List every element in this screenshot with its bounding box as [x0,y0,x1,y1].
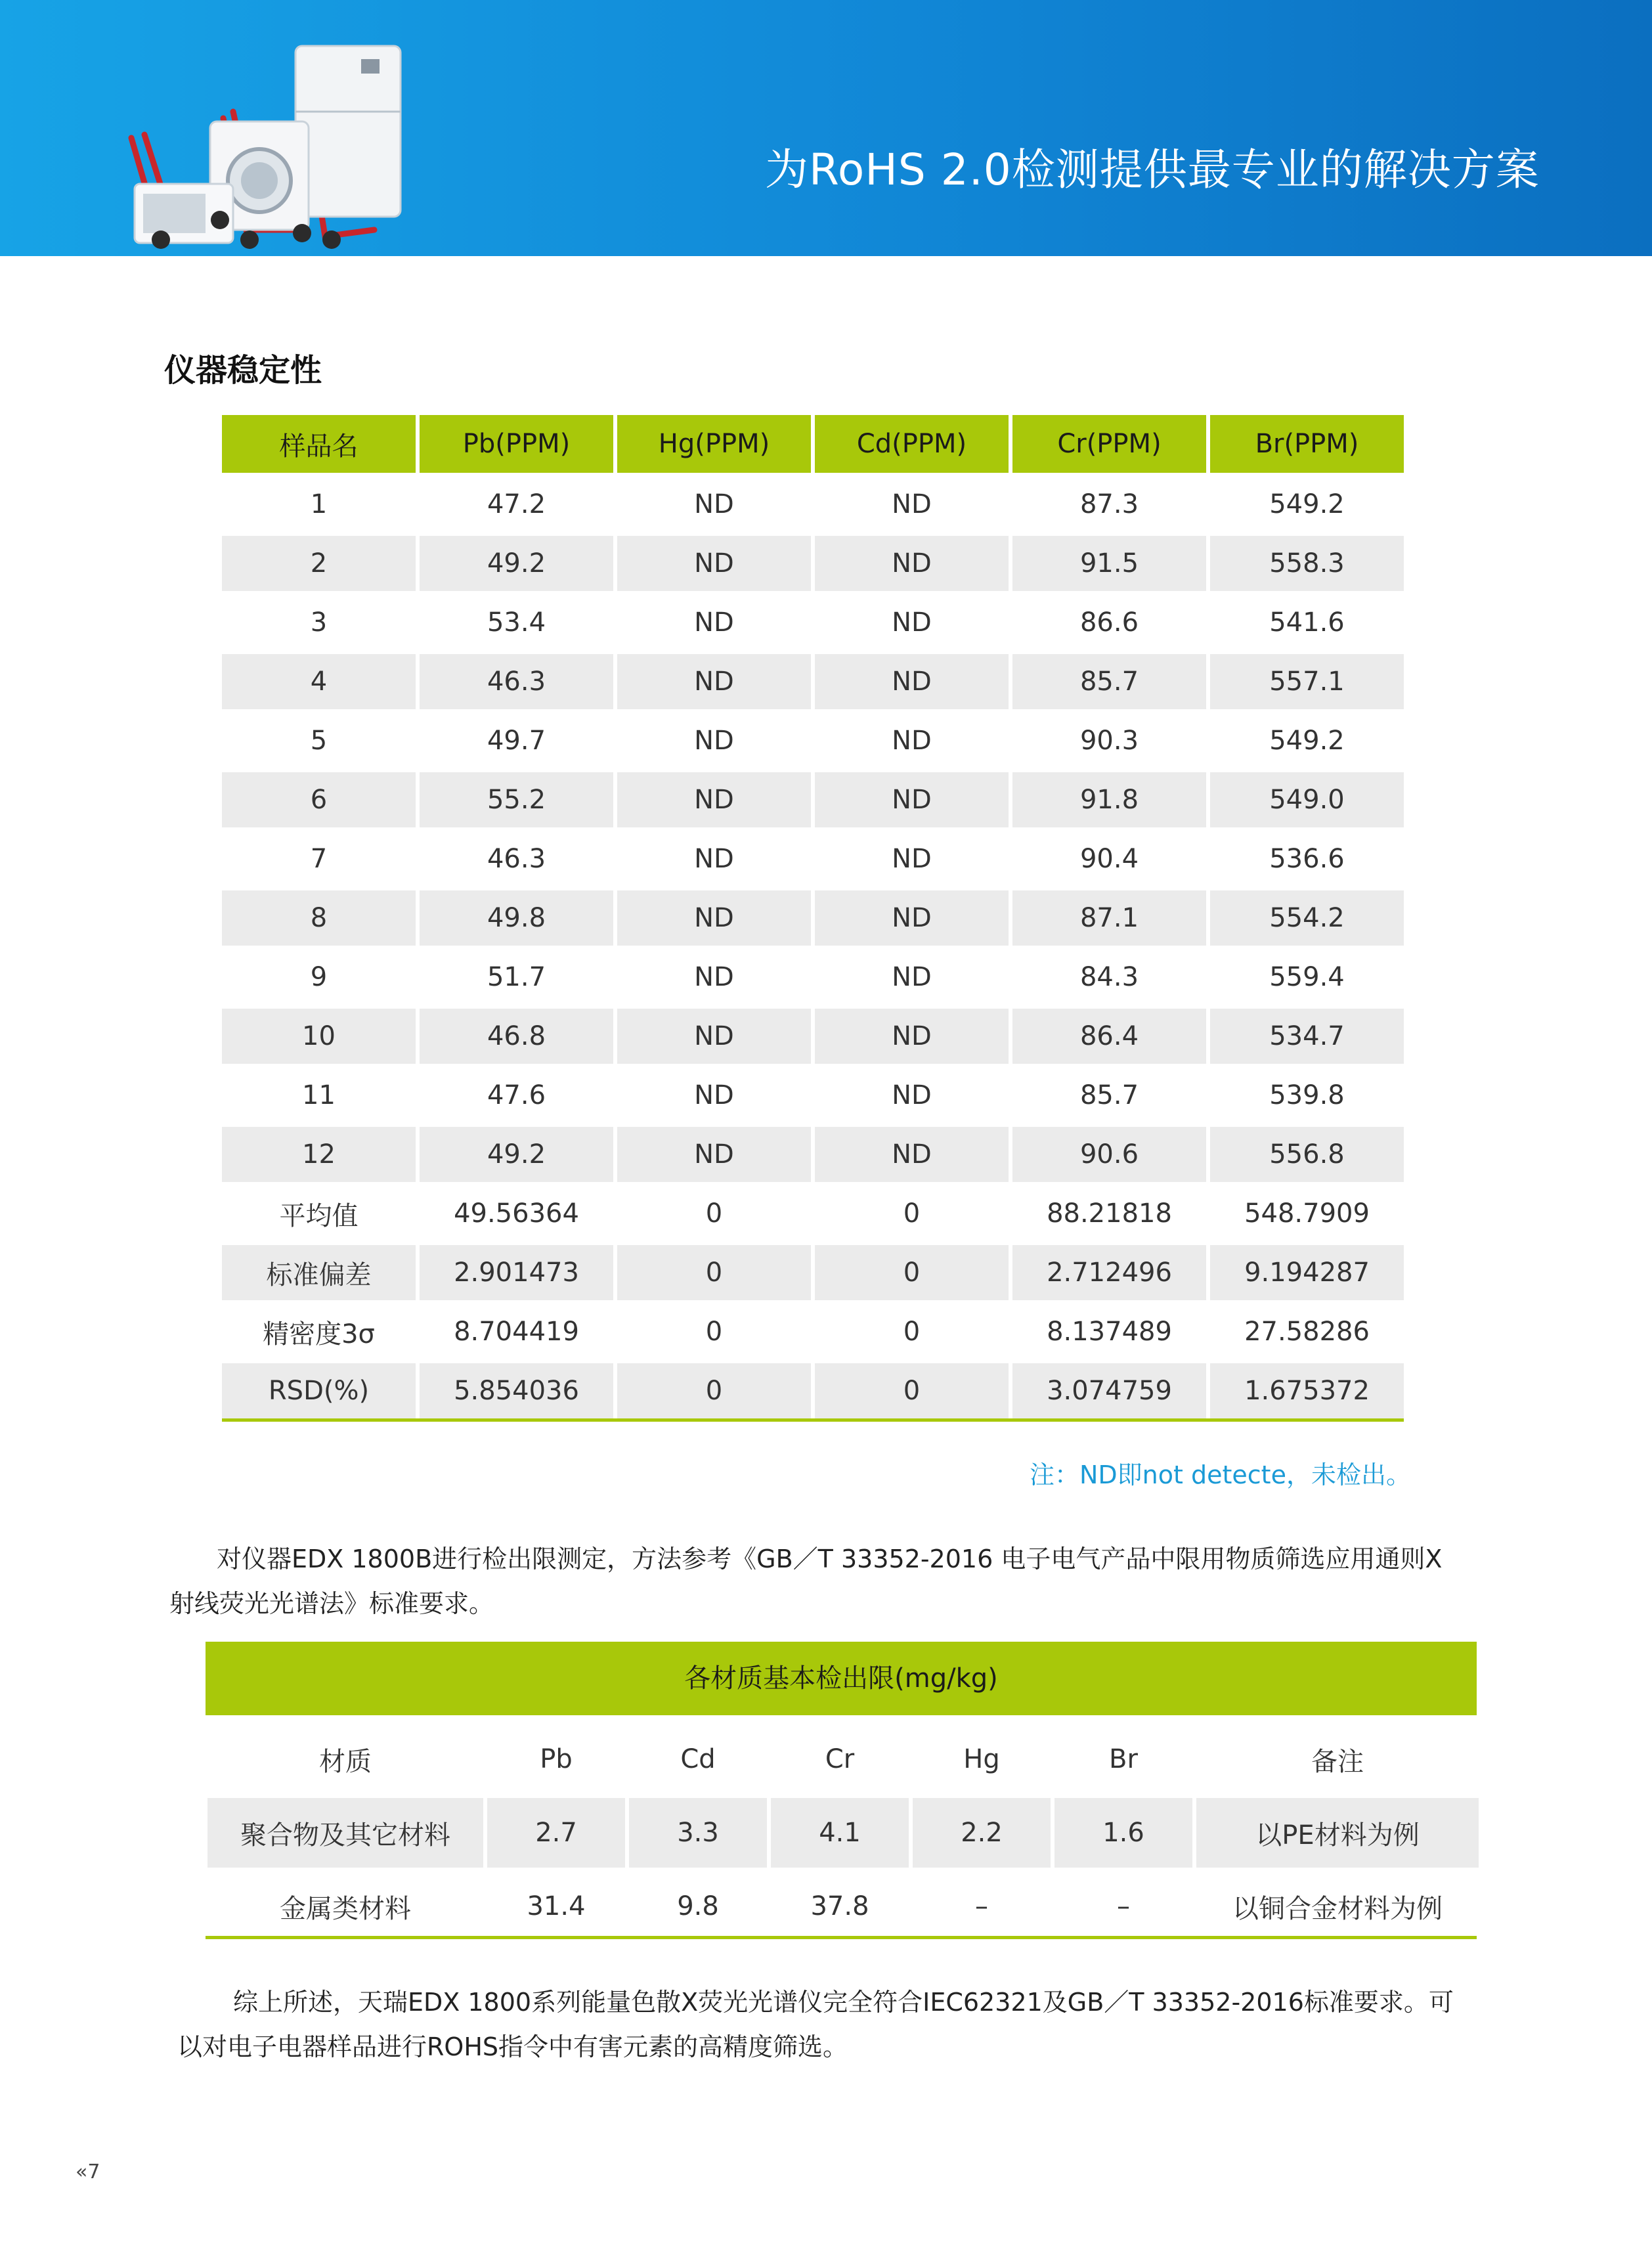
table-cell: 549.0 [1210,772,1404,827]
table-row [222,1186,1404,1241]
table-cell: 557.1 [1210,654,1404,709]
table-cell: ND [694,726,734,756]
table-cell: 556.8 [1210,1127,1404,1182]
paragraph-line: 综上所述，天瑞EDX 1800系列能量色散X荧光光谱仪完全符合IEC62321及GB／T 33352-2016标准要求。可 [233,1988,1454,2017]
table-cell: ND [617,654,811,709]
table-cell: ND [617,536,811,591]
table-cell: 548.7909 [1244,1198,1370,1229]
column-header: Cd [680,1744,716,1774]
table-cell: 4 [222,654,416,709]
table-cell: 46.3 [420,654,613,709]
table-cell: 27.58286 [1244,1317,1370,1347]
table-cell: 31.4 [527,1891,586,1921]
table-cell: 3.074759 [1012,1363,1206,1418]
table-cell: 10 [222,1009,416,1064]
table-cell: 49.2 [420,536,613,591]
table-cell: 85.7 [1079,1080,1139,1110]
table-cell: 0 [705,1317,723,1347]
table-cell: ND [892,607,932,638]
table-cell: 2.2 [913,1798,1051,1868]
table-row [222,1068,1404,1123]
table-cell: 559.4 [1269,962,1345,992]
table-cell: ND [694,1080,734,1110]
table-cell: 4.1 [771,1798,909,1868]
table-cell: 11 [302,1080,336,1110]
column-header: Cr(PPM) [1012,415,1206,473]
table-cell: 0 [815,1245,1009,1300]
column-header: Cd(PPM) [815,415,1009,473]
table-cell: 0 [903,1317,921,1347]
table-row [222,1363,1404,1418]
limit-table [204,1720,1483,1945]
table-cell: 1.6 [1054,1798,1192,1868]
table-cell: 9.8 [677,1891,719,1921]
paragraph-line: 以对电子电器样品进行ROHS指令中有害元素的高精度筛选。 [177,2032,848,2061]
table-cell: ND [892,726,932,756]
table-cell: 0 [815,1363,1009,1418]
table-cell: 91.5 [1012,536,1206,591]
table-row [222,713,1404,768]
limit-table-title: 各材质基本检出限(mg/kg) [206,1642,1477,1715]
table-row [222,1009,1404,1064]
column-header: Br [1109,1744,1138,1774]
table-cell: 87.1 [1012,890,1206,946]
table-cell: 549.2 [1269,489,1345,519]
table-row [222,654,1404,709]
table-cell: 1 [310,489,328,519]
table-cell: 86.6 [1079,607,1139,638]
table-cell: 0 [617,1363,811,1418]
table-cell: 9.194287 [1210,1245,1404,1300]
table-cell: 85.7 [1012,654,1206,709]
table-cell: 558.3 [1210,536,1404,591]
table-note: 注：ND即not detecte，未检出。 [1030,1460,1411,1489]
table-header-row [222,415,1404,473]
table-cell: – [975,1891,988,1921]
table-cell: 90.4 [1079,844,1139,874]
table-cell: 6 [222,772,416,827]
table-row [222,890,1404,946]
table-cell: 90.6 [1012,1127,1206,1182]
table-cell: RSD(%) [222,1363,416,1418]
table-cell: ND [815,772,1009,827]
table-cell: 以PE材料为例 [1196,1798,1479,1868]
table-row [222,772,1404,827]
table-bottom-rule [206,1936,1477,1939]
table-cell: ND [617,890,811,946]
table-row [207,1872,1479,1941]
table-cell: 49.56364 [454,1198,579,1229]
table-cell: 51.7 [487,962,546,992]
table-row [222,595,1404,650]
table-cell: 8.704419 [454,1317,579,1347]
appliances-hand-truck-image [98,20,466,256]
column-header: Cr [825,1744,855,1774]
table-row [222,1127,1404,1182]
header-banner [0,0,1652,256]
stability-table [218,411,1408,1422]
table-cell: – [1117,1891,1130,1921]
table-cell: 以铜合金材料为例 [1232,1893,1443,1924]
table-cell: 2 [222,536,416,591]
table-cell: 12 [222,1127,416,1182]
table-cell: 541.6 [1269,607,1345,638]
table-cell: 0 [617,1245,811,1300]
table-cell: 2.712496 [1012,1245,1206,1300]
table-row [207,1798,1479,1868]
column-header: Hg [963,1744,1000,1774]
table-header-row [207,1724,1479,1794]
table-cell: 37.8 [810,1891,869,1921]
table-row [222,1245,1404,1300]
table-cell: ND [815,654,1009,709]
table-cell: 47.6 [487,1080,546,1110]
table-cell: 46.8 [420,1009,613,1064]
table-cell: 534.7 [1210,1009,1404,1064]
table-cell: 49.7 [487,726,546,756]
table-cell: ND [892,1080,932,1110]
table-cell: 1.675372 [1210,1363,1404,1418]
table-cell: 聚合物及其它材料 [207,1798,483,1868]
table-cell: 86.4 [1012,1009,1206,1064]
table-cell: 2.901473 [420,1245,613,1300]
table-cell: 549.2 [1269,726,1345,756]
table-cell: 536.6 [1269,844,1345,874]
table-cell: 49.2 [420,1127,613,1182]
table-row [222,536,1404,591]
table-cell: ND [694,489,734,519]
table-cell: ND [892,489,932,519]
column-header: Pb [540,1744,573,1774]
table-cell: 标准偏差 [222,1245,416,1300]
table-cell: 7 [310,844,328,874]
table-cell: 88.21818 [1047,1198,1172,1229]
paragraph-line: 对仪器EDX 1800B进行检出限测定，方法参考《GB／T 33352-2016 电子电气产品中限用物质筛选应用通则X [217,1545,1443,1573]
table-cell: ND [694,844,734,874]
table-row [222,831,1404,887]
table-cell: 554.2 [1210,890,1404,946]
table-row [222,950,1404,1005]
paragraph-line: 射线荧光光谱法》标准要求。 [169,1589,494,1618]
table-cell: ND [892,962,932,992]
table-cell: 87.3 [1079,489,1139,519]
table-cell: 46.3 [487,844,546,874]
table-cell: 47.2 [487,489,546,519]
table-cell: ND [694,607,734,638]
table-cell: 84.3 [1079,962,1139,992]
section-title: 仪器稳定性 [164,352,322,389]
table-cell: 8.137489 [1047,1317,1172,1347]
table-cell: 8 [222,890,416,946]
table-cell: 平均值 [279,1200,359,1231]
table-cell: 49.8 [420,890,613,946]
table-cell: 91.8 [1012,772,1206,827]
table-cell: 9 [310,962,328,992]
table-cell: 精密度3σ [263,1319,375,1349]
table-cell: 3.3 [629,1798,767,1868]
table-cell: ND [617,1127,811,1182]
table-bottom-rule [222,1418,1404,1422]
table-cell: ND [815,1127,1009,1182]
table-cell: 5 [310,726,328,756]
table-row [222,477,1404,532]
column-header: Br(PPM) [1210,415,1404,473]
table-cell: 90.3 [1079,726,1139,756]
table-cell: ND [815,890,1009,946]
table-cell: 55.2 [420,772,613,827]
table-cell: 5.854036 [420,1363,613,1418]
column-header: Pb(PPM) [420,415,613,473]
table-cell: 3 [310,607,328,638]
page-number: «7 [76,2160,100,2183]
table-cell: 金属类材料 [280,1893,411,1924]
header-title: 为RoHS 2.0检测提供最专业的解决方案 [765,144,1540,195]
column-header: Hg(PPM) [617,415,811,473]
column-header: 样品名 [222,415,416,473]
table-cell: ND [617,772,811,827]
table-cell: 2.7 [487,1798,625,1868]
column-header: 材质 [319,1746,372,1777]
table-cell: 539.8 [1269,1080,1345,1110]
table-cell: 0 [903,1198,921,1229]
column-header: 备注 [1311,1746,1364,1777]
table-row [222,1304,1404,1359]
table-cell: ND [815,1009,1009,1064]
table-cell: ND [617,1009,811,1064]
table-cell: ND [694,962,734,992]
table-cell: ND [892,844,932,874]
table-cell: ND [815,536,1009,591]
table-cell: 0 [705,1198,723,1229]
table-cell: 53.4 [487,607,546,638]
